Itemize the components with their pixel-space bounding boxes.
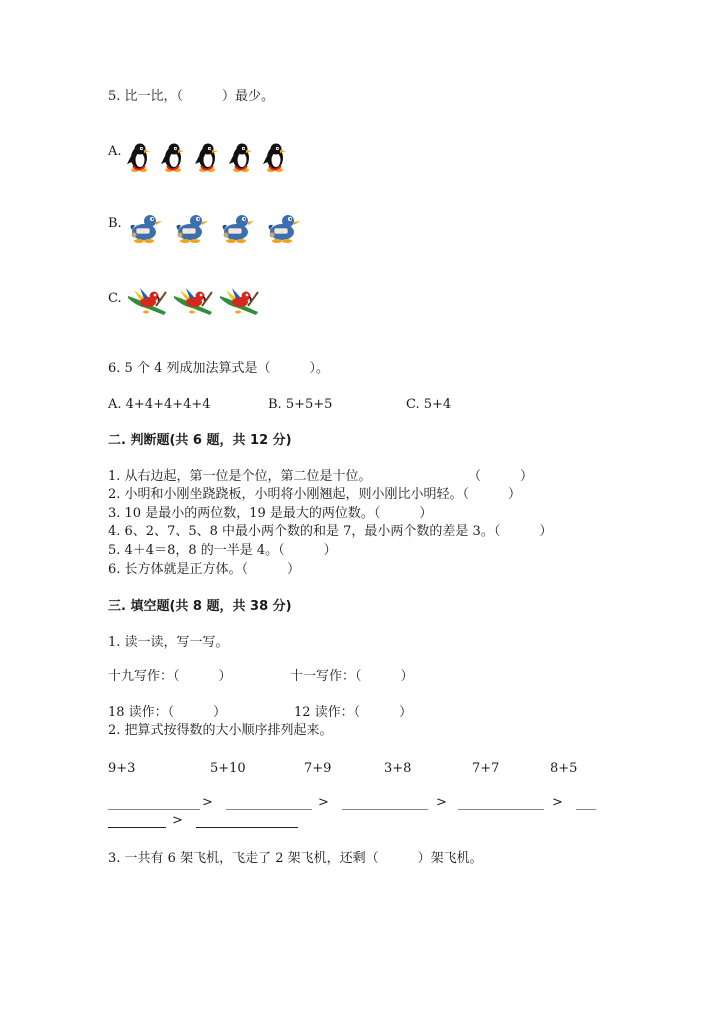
parrot-icon (172, 286, 214, 318)
q5-prompt: 5. 比一比，（ ）最少。 (108, 89, 275, 104)
expr-5: 7+7 (472, 761, 500, 776)
q6-option-a: A. 4+4+4+4+4 (108, 397, 211, 412)
order-blank-5[interactable] (108, 827, 166, 828)
order-blank-4[interactable] (458, 809, 544, 810)
judge-item-3: 3. 10 是最小的两位数，19 是最大的两位数。（ ） (108, 506, 433, 521)
gt-sign-4: > (552, 795, 563, 810)
fill-q1-row2-a: 18 读作：（ ） (108, 705, 227, 720)
fill-q1-prompt: 1. 读一读，写一写。 (108, 635, 229, 650)
order-blank-5-start[interactable] (576, 809, 596, 810)
judge-item-1-paren: （ ） (468, 469, 534, 484)
fill-q1-row1-b: 十一写作：（ ） (290, 669, 414, 684)
judge-item-4: 4. 6、2、7、5、8 中最小两个数的和是 7，最小两个数的差是 3。（ ） (108, 524, 553, 539)
expr-1: 9+3 (108, 761, 136, 776)
penguin-icon (192, 140, 222, 174)
q5-option-a-icons (124, 140, 294, 174)
q6-option-b: B. 5+5+5 (268, 397, 333, 412)
judge-item-5: 5. 4＋4＝8，8 的一半是 4。（ ） (108, 543, 337, 558)
penguin-icon (124, 140, 154, 174)
fill-q3-prompt: 3. 一共有 6 架飞机，飞走了 2 架飞机，还剩（ ）架飞机。 (108, 851, 483, 866)
section3-title: 三. 填空题(共 8 题，共 38 分) (108, 599, 292, 614)
expr-2: 5+10 (210, 761, 246, 776)
q5-option-b-icons (126, 210, 310, 244)
gt-sign-1: > (202, 795, 213, 810)
parrot-icon (218, 286, 260, 318)
penguin-icon (260, 140, 290, 174)
duck-icon (264, 210, 302, 244)
q6-prompt: 6. 5 个 4 列成加法算式是（ ）。 (108, 361, 329, 376)
order-blank-1[interactable] (108, 809, 200, 810)
q5-option-c-label: C. (108, 291, 122, 306)
q6-option-c: C. 5+4 (406, 397, 452, 412)
q5-option-a-label: A. (108, 144, 122, 159)
judge-item-1: 1. 从右边起，第一位是个位，第二位是十位。 (108, 469, 372, 484)
gt-sign-2: > (318, 795, 329, 810)
fill-q1-row2-b: 12 读作：（ ） (294, 705, 413, 720)
duck-icon (218, 210, 256, 244)
expr-6: 8+5 (550, 761, 578, 776)
gt-sign-3: > (436, 795, 447, 810)
duck-icon (126, 210, 164, 244)
q5-option-c-icons (126, 286, 264, 318)
gt-sign-5: > (172, 813, 183, 828)
penguin-icon (158, 140, 188, 174)
q5-option-b-label: B. (108, 216, 122, 231)
judge-item-2: 2. 小明和小刚坐跷跷板，小明将小刚翘起，则小刚比小明轻。（ ） (108, 487, 522, 502)
order-blank-3[interactable] (342, 809, 428, 810)
parrot-icon (126, 286, 168, 318)
duck-icon (172, 210, 210, 244)
fill-q2-prompt: 2. 把算式按得数的大小顺序排列起来。 (108, 723, 333, 738)
judge-item-6: 6. 长方体就是正方体。（ ） (108, 562, 301, 577)
order-blank-6[interactable] (196, 827, 298, 828)
fill-q1-row1-a: 十九写作：（ ） (108, 669, 232, 684)
section2-title: 二. 判断题(共 6 题，共 12 分) (108, 433, 292, 448)
penguin-icon (226, 140, 256, 174)
order-blank-2[interactable] (226, 809, 312, 810)
expr-3: 7+9 (304, 761, 332, 776)
expr-4: 3+8 (384, 761, 412, 776)
